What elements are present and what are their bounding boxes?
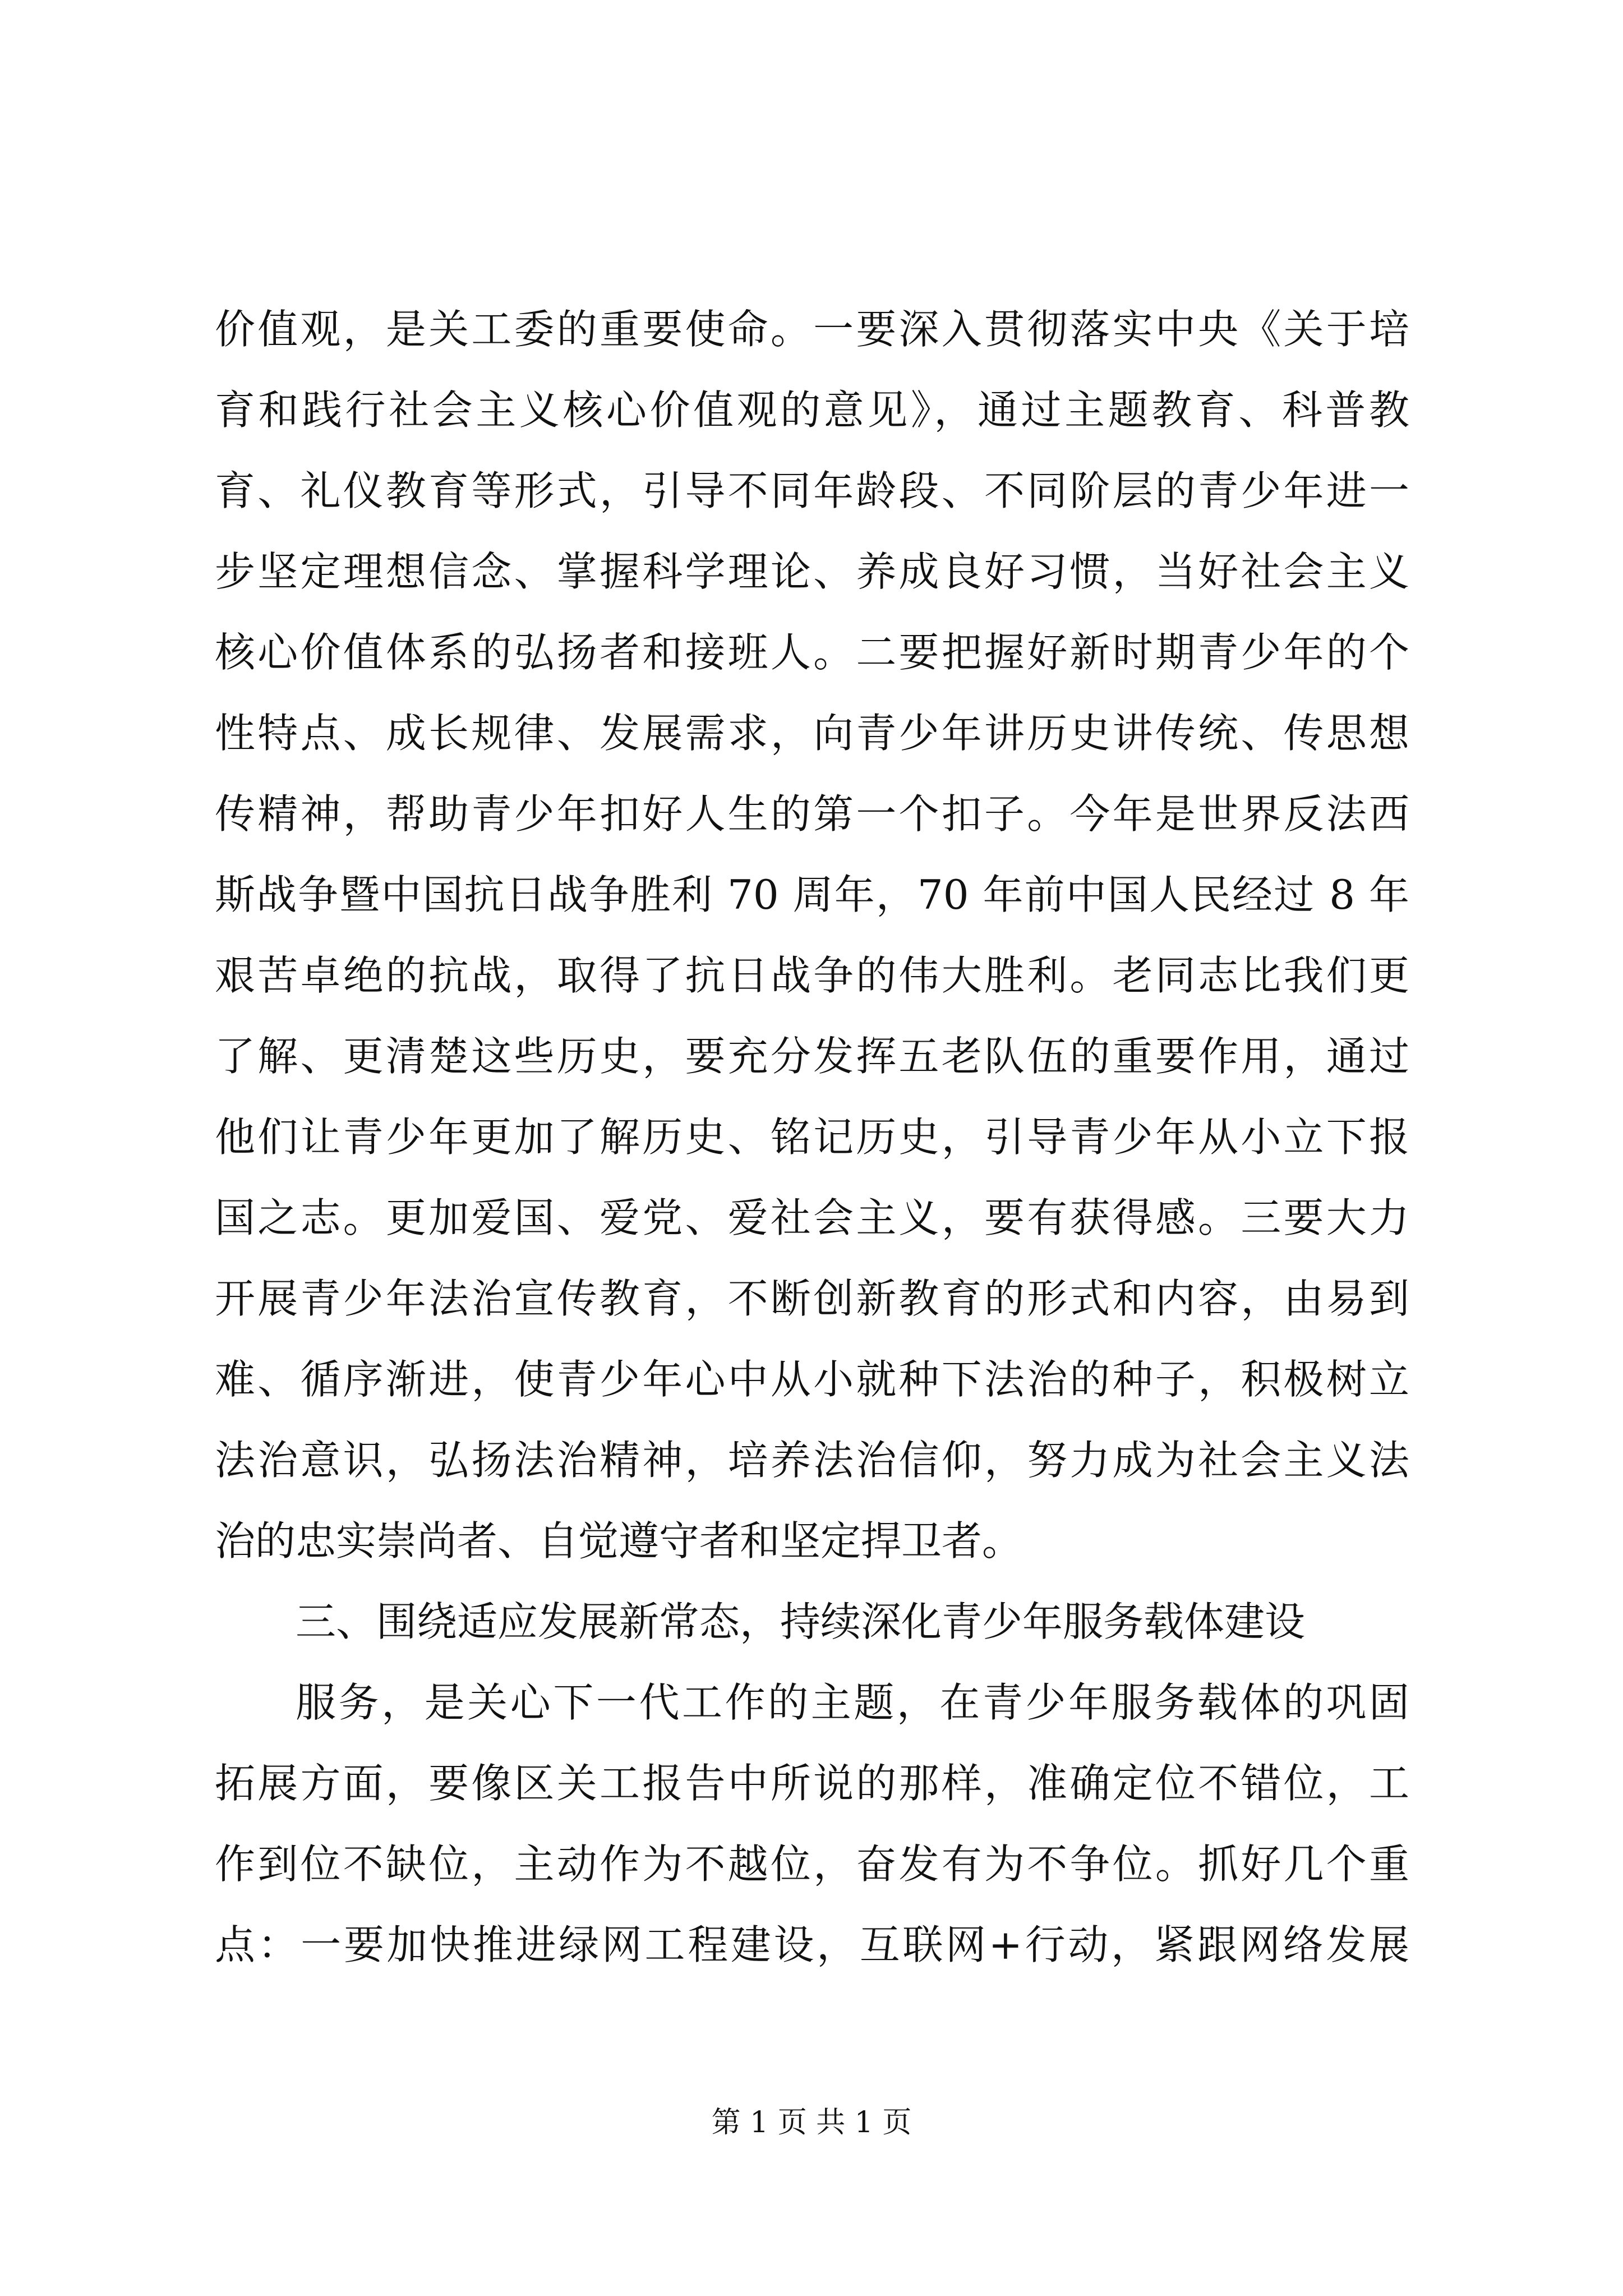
text-line: 拓展方面，要像区关工报告中所说的那样，准确定位不错位，工 xyxy=(215,1760,1409,1807)
text-line: 法治意识，弘扬法治精神，培养法治信仰，努力成为社会主义法 xyxy=(215,1437,1409,1484)
text-line: 价值观，是关工委的重要使命。一要深入贯彻落实中央《关于培 xyxy=(215,306,1409,353)
text-line: 他们让青少年更加了解历史、铭记历史，引导青少年从小立下报 xyxy=(215,1114,1409,1161)
section-heading: 三、围绕适应发展新常态，持续深化青少年服务载体建设 xyxy=(296,1598,1306,1645)
text-line: 步坚定理想信念、掌握科学理论、养成良好习惯，当好社会主义 xyxy=(215,548,1409,595)
text-line: 了解、更清楚这些历史，要充分发挥五老队伍的重要作用，通过 xyxy=(215,1033,1409,1080)
text-line: 难、循序渐进，使青少年心中从小就种下法治的种子，积极树立 xyxy=(215,1356,1409,1403)
text-line: 斯战争暨中国抗日战争胜利 70 周年，70 年前中国人民经过 8 年 xyxy=(215,871,1409,918)
text-line: 国之志。更加爱国、爱党、爱社会主义，要有获得感。三要大力 xyxy=(215,1194,1409,1241)
text-line: 治的忠实崇尚者、自觉遵守者和坚定捍卫者。 xyxy=(215,1517,1023,1565)
body-text xyxy=(215,289,1409,1985)
text-line: 服务，是关心下一代工作的主题，在青少年服务载体的巩固 xyxy=(296,1679,1409,1726)
text-line: 育、礼仪教育等形式，引导不同年龄段、不同阶层的青少年进一 xyxy=(215,467,1409,514)
text-line: 开展青少年法治宣传教育，不断创新教育的形式和内容，由易到 xyxy=(215,1275,1409,1322)
text-line: 点：一要加快推进绿网工程建设，互联网+行动，紧跟网络发展 xyxy=(215,1921,1409,1968)
text-line: 作到位不缺位，主动作为不越位，奋发有为不争位。抓好几个重 xyxy=(215,1841,1409,1888)
text-line: 传精神，帮助青少年扣好人生的第一个扣子。今年是世界反法西 xyxy=(215,790,1409,838)
text-line: 性特点、成长规律、发展需求，向青少年讲历史讲传统、传思想 xyxy=(215,710,1409,757)
page-number-footer: 第 1 页 共 1 页 xyxy=(711,2106,912,2139)
text-line: 育和践行社会主义核心价值观的意见》，通过主题教育、科普教 xyxy=(215,386,1409,434)
text-line: 核心价值体系的弘扬者和接班人。二要把握好新时期青少年的个 xyxy=(215,629,1409,676)
text-line: 艰苦卓绝的抗战，取得了抗日战争的伟大胜利。老同志比我们更 xyxy=(215,952,1409,999)
